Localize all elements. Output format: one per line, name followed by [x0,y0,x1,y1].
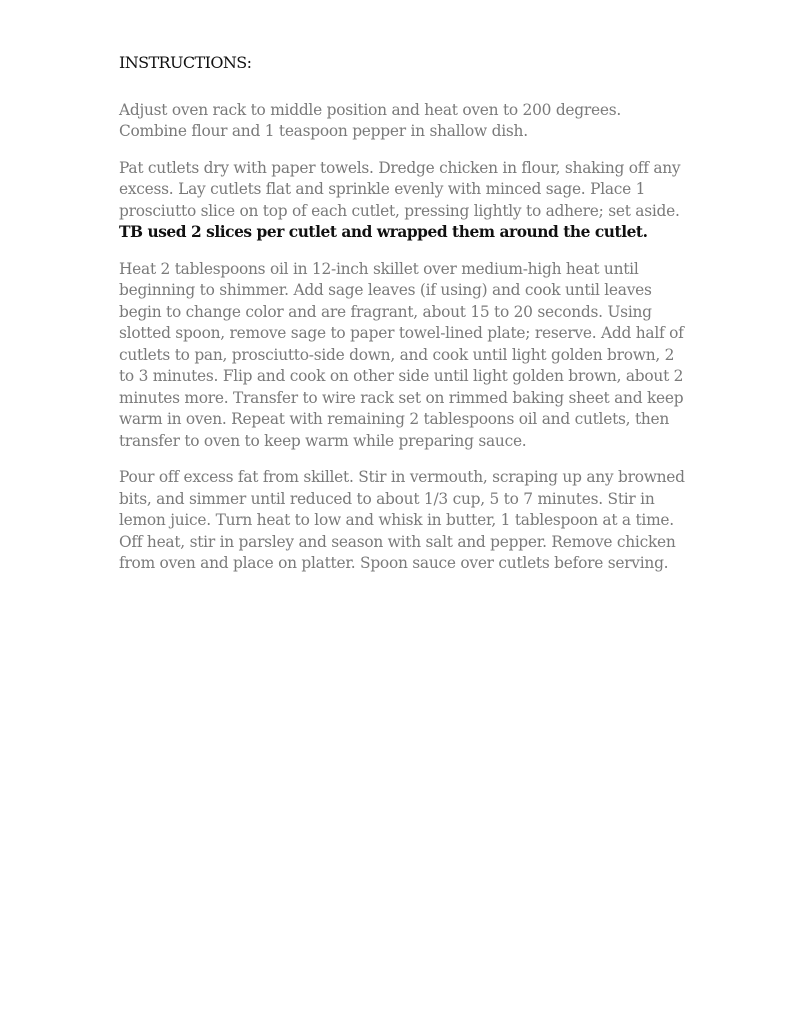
recipe-instructions [119,52,691,590]
instruction-step-2 [119,158,691,244]
instruction-step-1: Adjust oven rack to middle position and heat oven to 200 degrees. Combine flour and 1 teaspoon pepper in shallow dish. [119,100,621,140]
instruction-step-3: Heat 2 tablespoons oil in 12-inch skillet over medium-high heat until beginning to shimmer. Add sage leaves (if using) and cook until leaves begin to change color and are fragrant, about 15 to 20 seconds. Using slotted spoon, remove sage to paper towel-lined plate; reserve. Add half of cutlets to pan, prosciutto-side down, and cook until light golden brown, 2 to 3 minutes. Flip and cook on other side until light golden brown, about 2 minutes more. Transfer to wire rack set on rimmed baking sheet and keep warm in oven. Repeat with remaining 2 tablespoons oil and cutlets, then transfer to oven to keep warm while preparing sauce. [119,259,684,450]
instructions-heading: INSTRUCTIONS: [119,53,252,72]
cook-note: TB used 2 slices per cutlet and wrapped them around the cutlet. [119,223,648,241]
instruction-step-2-text: Pat cutlets dry with paper towels. Dredge chicken in flour, shaking off any excess. Lay cutlets flat and sprinkle evenly with minced sage. Place 1 prosciutto slice on top of each cutlet, pressing lightly to adhere; set aside. [119,158,681,220]
instruction-step-4: Pour off excess fat from skillet. Stir in vermouth, scraping up any browned bits, and simmer until reduced to about 1/3 cup, 5 to 7 minutes. Stir in lemon juice. Turn heat to low and whisk in butter, 1 tablespoon at a time. Off heat, stir in parsley and season with salt and pepper. Remove chicken from oven and place on platter. Spoon sauce over cutlets before serving. [119,468,685,572]
